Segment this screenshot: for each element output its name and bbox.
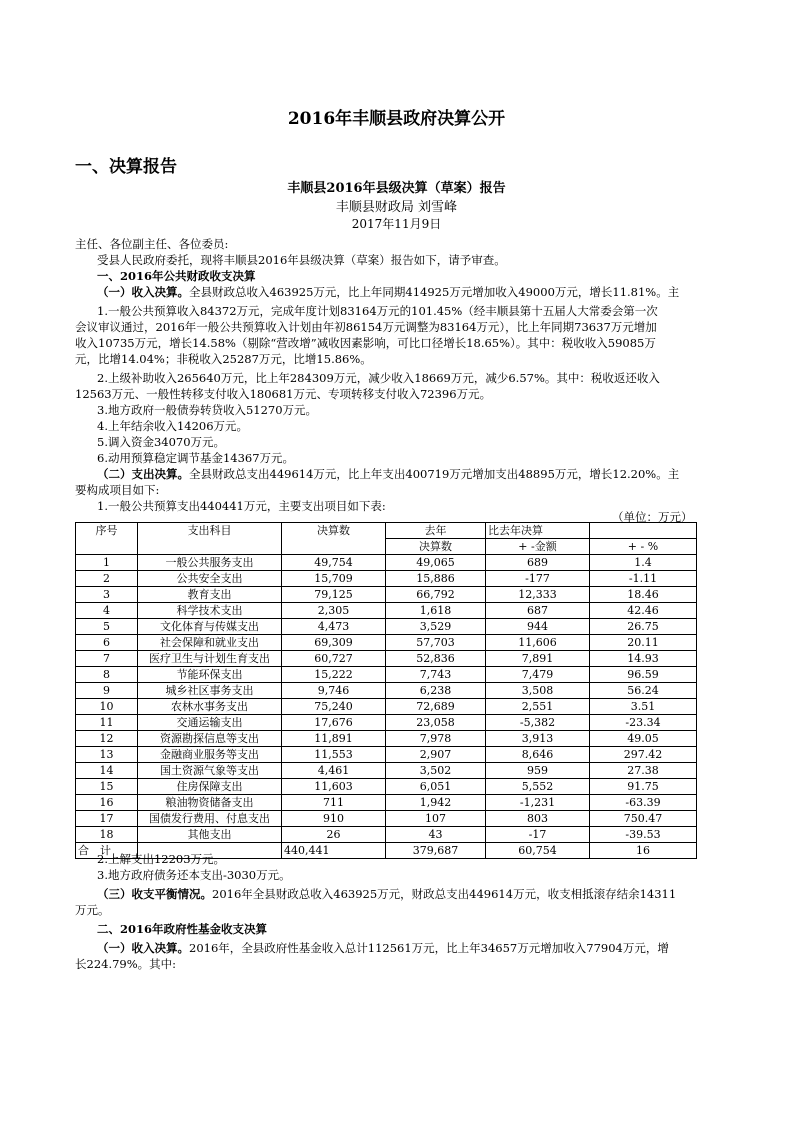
total-diff: 60,754 — [486, 843, 590, 859]
table-header-row-2 — [76, 539, 697, 555]
row-final: 11,891 — [282, 731, 386, 747]
row-seq: 9 — [76, 683, 138, 699]
table-row — [76, 555, 697, 571]
row-pct: 42.46 — [590, 603, 697, 619]
expenditure-table — [75, 522, 697, 859]
row-seq: 4 — [76, 603, 138, 619]
income-text: 全县财政总收入463925万元，比上年同期414925万元增加收入49000万元，增长11.81%。主 — [189, 285, 680, 299]
intro-paragraph: 受县人民政府委托，现将丰顺县2016年县级决算（草案）报告如下，请予审查。 — [97, 253, 506, 267]
row-seq: 11 — [76, 715, 138, 731]
table-row — [76, 811, 697, 827]
income-item-4: 4.上年结余收入14206万元。 — [97, 419, 249, 433]
table-row — [76, 683, 697, 699]
row-final: 15,222 — [282, 667, 386, 683]
row-item: 国土资源气象等支出 — [138, 763, 282, 779]
balance-summary-line2: 万元。 — [75, 903, 110, 917]
row-seq: 14 — [76, 763, 138, 779]
section-heading-report: 一、决算报告 — [75, 157, 177, 177]
row-item: 国债发行费用、付息支出 — [138, 811, 282, 827]
row-prev: 15,886 — [386, 571, 486, 587]
table-row — [76, 827, 697, 843]
report-title: 丰顺县2016年县级决算（草案）报告 — [287, 181, 506, 196]
row-pct: -1.11 — [590, 571, 697, 587]
table-row — [76, 603, 697, 619]
row-diff: 689 — [486, 555, 590, 571]
row-prev: 43 — [386, 827, 486, 843]
row-seq: 8 — [76, 667, 138, 683]
heading-fund: 二、2016年政府性基金收支决算 — [97, 922, 268, 936]
row-item: 粮油物资储备支出 — [138, 795, 282, 811]
row-seq: 18 — [76, 827, 138, 843]
row-prev: 57,703 — [386, 635, 486, 651]
row-pct: 26.75 — [590, 619, 697, 635]
table-row — [76, 651, 697, 667]
table-row — [76, 715, 697, 731]
expense-summary-line2: 要构成项目如下: — [75, 483, 160, 497]
row-final: 26 — [282, 827, 386, 843]
row-final: 49,754 — [282, 555, 386, 571]
row-diff: 944 — [486, 619, 590, 635]
row-seq: 15 — [76, 779, 138, 795]
income-item-2-line1: 2.上级补助收入265640万元，比上年284309万元，减少收入18669万元，减少6.57%。其中：税收返还收入 — [97, 371, 660, 385]
table-row — [76, 619, 697, 635]
total-prev: 379,687 — [386, 843, 486, 859]
row-seq: 5 — [76, 619, 138, 635]
income-item-1-line3: 收入10735万元，增长14.58%（剔除“营改增”减收因素影响，可比口径增长18.65%）。其中：税收收入59085万 — [75, 336, 656, 350]
balance-text: 2016年全县财政总收入463925万元，财政总支出449614万元，收支相抵滚存结余14311 — [212, 887, 677, 901]
header-compare-top-empty — [590, 523, 697, 539]
row-item: 城乡社区事务支出 — [138, 683, 282, 699]
row-item: 资源勘探信息等支出 — [138, 731, 282, 747]
row-prev: 6,238 — [386, 683, 486, 699]
header-seq: 序号 — [76, 523, 138, 539]
row-final: 4,473 — [282, 619, 386, 635]
row-seq: 16 — [76, 795, 138, 811]
expense-item-2: 2.上解支出12203万元。 — [97, 852, 226, 866]
balance-summary — [97, 886, 676, 902]
header-compare-percent: + - % — [590, 539, 697, 555]
expense-item-1: 1.一般公共预算支出440441万元，主要支出项目如下表: — [97, 499, 386, 513]
row-final: 2,305 — [282, 603, 386, 619]
income-label: （一）收入决算。 — [97, 285, 189, 299]
row-item: 其他支出 — [138, 827, 282, 843]
row-item: 交通运输支出 — [138, 715, 282, 731]
row-diff: -5,382 — [486, 715, 590, 731]
row-prev: 66,792 — [386, 587, 486, 603]
total-final: 440,441 — [282, 843, 386, 859]
income-item-2-line2: 12563万元、一般性转移支付收入180681万元、专项转移支付收入72396万元。 — [75, 387, 492, 401]
row-diff: -177 — [486, 571, 590, 587]
income-item-1-line2: 会议审议通过，2016年一般公共预算收入计划由年初86154万元调整为83164万元），比上年同期73637万元增加 — [75, 320, 657, 334]
income-item-1-line4: 元，比增14.04%；非税收入25287万元，比增15.86%。 — [75, 352, 372, 366]
document-title: 2016年丰顺县政府决算公开 — [287, 109, 506, 129]
fund-income-text: 2016年，全县政府性基金收入总计112561万元，比上年34657万元增加收入77904万元，增 — [189, 941, 669, 955]
row-item: 社会保障和就业支出 — [138, 635, 282, 651]
row-seq: 3 — [76, 587, 138, 603]
row-final: 11,603 — [282, 779, 386, 795]
row-prev: 1,942 — [386, 795, 486, 811]
row-item: 一般公共服务支出 — [138, 555, 282, 571]
row-pct: -63.39 — [590, 795, 697, 811]
row-final: 79,125 — [282, 587, 386, 603]
report-author: 丰顺县财政局 刘雪峰 — [335, 200, 458, 215]
table-row — [76, 795, 697, 811]
row-final: 9,746 — [282, 683, 386, 699]
row-final: 75,240 — [282, 699, 386, 715]
row-prev: 2,907 — [386, 747, 486, 763]
row-diff: -17 — [486, 827, 590, 843]
row-pct: 18.46 — [590, 587, 697, 603]
row-seq: 13 — [76, 747, 138, 763]
row-seq: 6 — [76, 635, 138, 651]
row-seq: 17 — [76, 811, 138, 827]
fund-income-label: （一）收入决算。 — [97, 941, 189, 955]
table-row — [76, 699, 697, 715]
row-final: 11,553 — [282, 747, 386, 763]
row-prev: 1,618 — [386, 603, 486, 619]
table-row — [76, 731, 697, 747]
row-diff: 5,552 — [486, 779, 590, 795]
row-diff: 3,508 — [486, 683, 590, 699]
income-item-6: 6.动用预算稳定调节基金14367万元。 — [97, 451, 295, 465]
table-header-row-1 — [76, 523, 697, 539]
row-diff: 3,913 — [486, 731, 590, 747]
row-final: 4,461 — [282, 763, 386, 779]
row-diff: 7,479 — [486, 667, 590, 683]
header-item: 支出科目 — [138, 523, 282, 539]
expense-summary — [97, 466, 679, 482]
row-final: 910 — [282, 811, 386, 827]
row-pct: 96.59 — [590, 667, 697, 683]
table-row — [76, 635, 697, 651]
row-prev: 107 — [386, 811, 486, 827]
income-item-1-line1: 1.一般公共预算收入84372万元，完成年度计划83164万元的101.45%（经丰顺县第十五届人大常委会第一次 — [97, 304, 658, 318]
heading-public-finance: 一、2016年公共财政收支决算 — [97, 269, 256, 283]
row-final: 60,727 — [282, 651, 386, 667]
row-item: 文化体育与传媒支出 — [138, 619, 282, 635]
table-row — [76, 587, 697, 603]
row-seq: 1 — [76, 555, 138, 571]
row-final: 15,709 — [282, 571, 386, 587]
total-pct: 16 — [590, 843, 697, 859]
row-prev: 3,529 — [386, 619, 486, 635]
row-seq: 2 — [76, 571, 138, 587]
row-seq: 7 — [76, 651, 138, 667]
header-prev-bottom: 决算数 — [386, 539, 486, 555]
row-pct: 56.24 — [590, 683, 697, 699]
header-prev-top: 去年 — [386, 523, 486, 539]
balance-label: （三）收支平衡情况。 — [97, 887, 212, 901]
row-prev: 7,978 — [386, 731, 486, 747]
row-prev: 52,836 — [386, 651, 486, 667]
row-pct: -39.53 — [590, 827, 697, 843]
header-final: 决算数 — [282, 523, 386, 539]
row-diff: 2,551 — [486, 699, 590, 715]
expense-text: 全县财政总支出449614万元，比上年支出400719万元增加支出48895万元，增长12.20%。主 — [189, 467, 680, 481]
row-prev: 3,502 — [386, 763, 486, 779]
table-unit-note: （单位：万元） — [612, 510, 693, 524]
row-final: 711 — [282, 795, 386, 811]
income-item-5: 5.调入资金34070万元。 — [97, 435, 226, 449]
table-row — [76, 747, 697, 763]
row-pct: 3.51 — [590, 699, 697, 715]
header-compare-top: 比去年决算 — [486, 523, 590, 539]
row-seq: 12 — [76, 731, 138, 747]
row-item: 医疗卫生与计划生育支出 — [138, 651, 282, 667]
row-pct: -23.34 — [590, 715, 697, 731]
row-diff: 803 — [486, 811, 590, 827]
row-pct: 750.47 — [590, 811, 697, 827]
row-prev: 7,743 — [386, 667, 486, 683]
table-row — [76, 571, 697, 587]
row-item: 科学技术支出 — [138, 603, 282, 619]
fund-income-summary — [97, 940, 669, 956]
row-prev: 72,689 — [386, 699, 486, 715]
row-item: 教育支出 — [138, 587, 282, 603]
row-pct: 297.42 — [590, 747, 697, 763]
expense-item-3: 3.地方政府债务还本支出-3030万元。 — [97, 868, 291, 882]
total-label: 合 计 — [76, 843, 138, 859]
income-item-3: 3.地方政府一般债券转贷收入51270万元。 — [97, 403, 318, 417]
report-date: 2017年11月9日 — [351, 217, 442, 231]
salutation: 主任、各位副主任、各位委员: — [75, 237, 229, 251]
row-item: 公共安全支出 — [138, 571, 282, 587]
header-compare-amount: + -金额 — [486, 539, 590, 555]
row-item: 住房保障支出 — [138, 779, 282, 795]
expense-label: （二）支出决算。 — [97, 467, 189, 481]
row-diff: 11,606 — [486, 635, 590, 651]
row-diff: 7,891 — [486, 651, 590, 667]
fund-income-summary-line2: 长224.79%。其中: — [75, 957, 177, 971]
row-item: 金融商业服务等支出 — [138, 747, 282, 763]
row-item: 节能环保支出 — [138, 667, 282, 683]
row-prev: 23,058 — [386, 715, 486, 731]
table-row — [76, 763, 697, 779]
row-diff: -1,231 — [486, 795, 590, 811]
table-row — [76, 667, 697, 683]
row-prev: 49,065 — [386, 555, 486, 571]
table-row — [76, 779, 697, 795]
row-diff: 12,333 — [486, 587, 590, 603]
row-prev: 6,051 — [386, 779, 486, 795]
row-diff: 959 — [486, 763, 590, 779]
row-pct: 91.75 — [590, 779, 697, 795]
income-summary — [97, 284, 679, 300]
row-pct: 1.4 — [590, 555, 697, 571]
row-diff: 687 — [486, 603, 590, 619]
row-pct: 27.38 — [590, 763, 697, 779]
row-pct: 14.93 — [590, 651, 697, 667]
row-final: 17,676 — [282, 715, 386, 731]
row-item: 农林水事务支出 — [138, 699, 282, 715]
row-pct: 20.11 — [590, 635, 697, 651]
row-seq: 10 — [76, 699, 138, 715]
row-pct: 49.05 — [590, 731, 697, 747]
row-final: 69,309 — [282, 635, 386, 651]
row-diff: 8,646 — [486, 747, 590, 763]
